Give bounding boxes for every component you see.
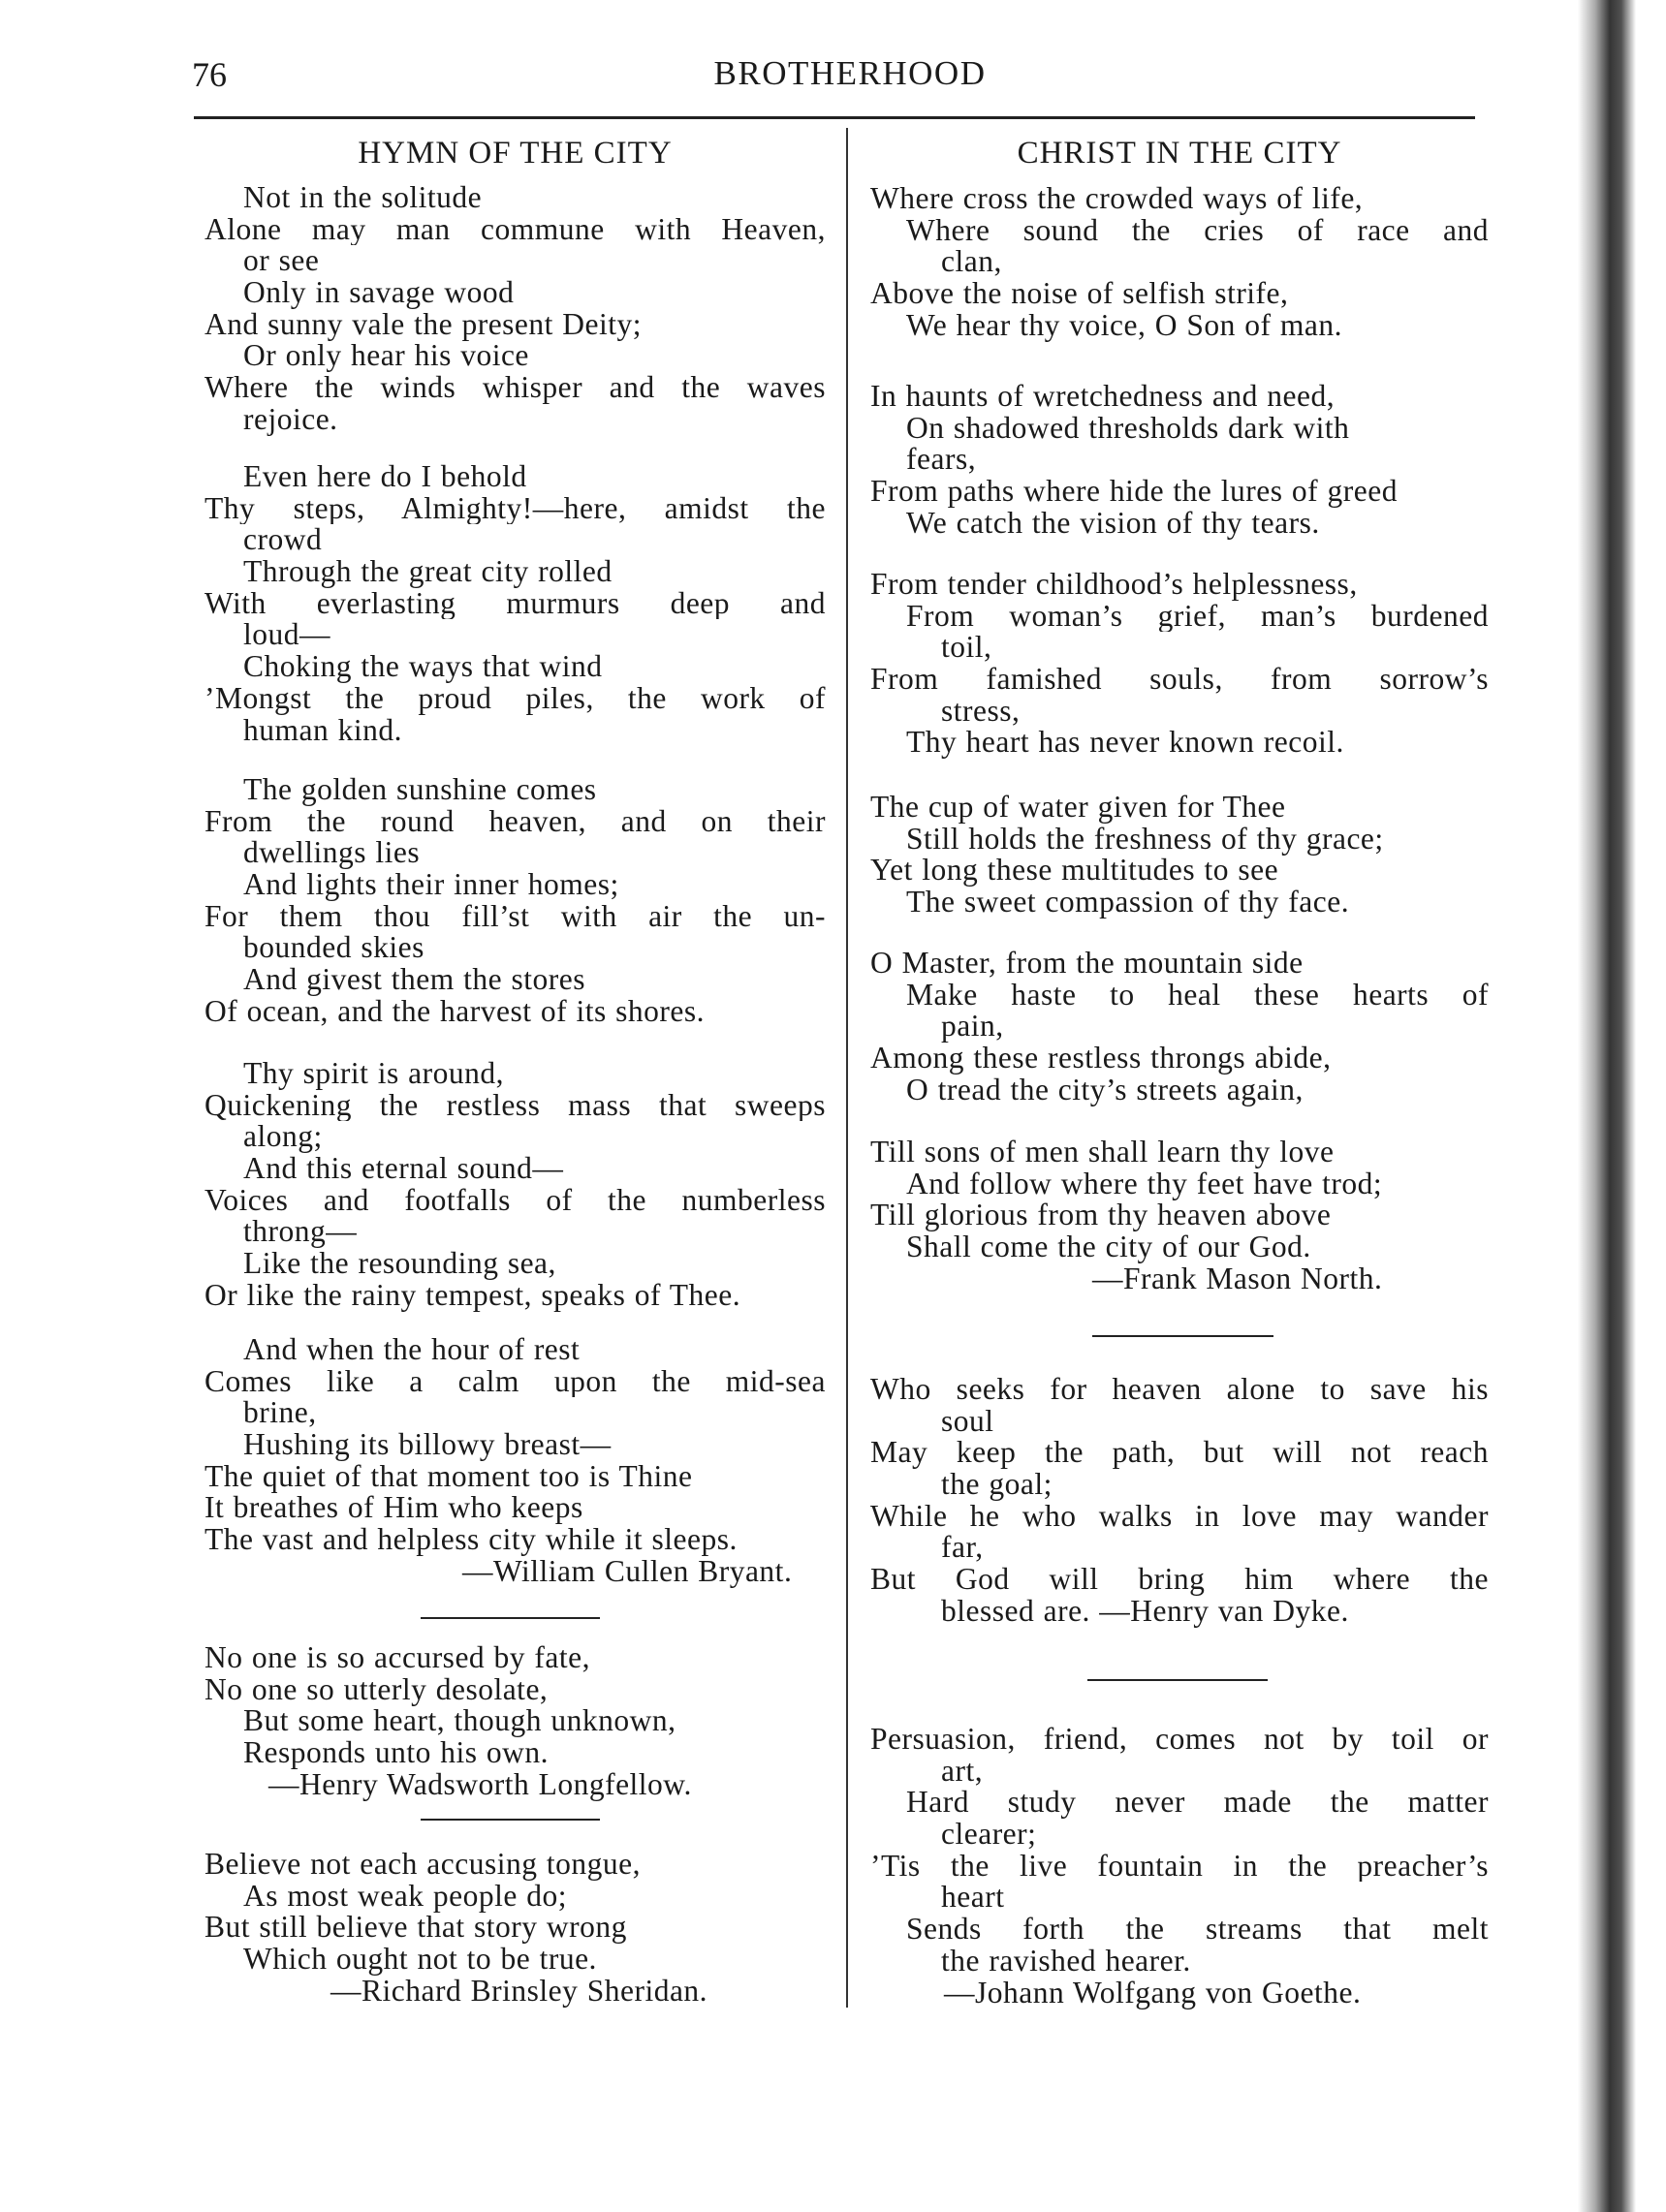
section-separator-rule xyxy=(1087,1679,1268,1681)
verse-line: bounded skies xyxy=(243,930,424,965)
verse-line: Where the winds whisper and the waves xyxy=(204,372,826,404)
verse-line: We hear thy voice, O Son of man. xyxy=(906,307,1342,342)
section-separator-rule xyxy=(421,1617,600,1619)
verse-line: Among these restless throngs abide, xyxy=(870,1041,1332,1075)
poem-title-hymn-of-the-city: HYMN OF THE CITY xyxy=(358,136,673,171)
verse-line: clearer; xyxy=(941,1817,1037,1852)
verse-line: Yet long these multitudes to see xyxy=(870,853,1279,888)
verse-line: Responds unto his own. xyxy=(243,1735,550,1770)
verse-line: As most weak people do; xyxy=(243,1878,567,1913)
verse-line: For them thou fill’st with air the un- xyxy=(204,900,826,933)
verse-line: From paths where hide the lures of greed xyxy=(870,474,1398,509)
poem-attribution: —Frank Mason North. xyxy=(1092,1261,1383,1295)
verse-line: The cup of water given for Thee xyxy=(870,790,1286,824)
verse-line: And when the hour of rest xyxy=(243,1332,581,1366)
verse-line: clan, xyxy=(941,244,1002,279)
stanza xyxy=(204,1849,826,2007)
verse-line: fears, xyxy=(906,442,977,477)
stanza xyxy=(204,1334,826,1588)
verse-line: From tender childhood’s helplessness, xyxy=(870,567,1358,601)
poem-attribution: —Johann Wolfgang von Goethe. xyxy=(944,1975,1362,2009)
verse-line: ’Mongst the proud piles, the work of xyxy=(204,682,826,715)
verse-line: Not in the solitude xyxy=(243,180,483,214)
verse-line: loud— xyxy=(243,617,331,652)
verse-line: On shadowed thresholds dark with xyxy=(906,410,1350,445)
verse-line: Choking the ways that wind xyxy=(243,649,603,684)
verse-line: dwellings lies xyxy=(243,835,421,870)
verse-line: Or only hear his voice xyxy=(243,338,529,373)
verse-line: Till glorious from thy heaven above xyxy=(870,1198,1332,1232)
verse-line: Even here do I behold xyxy=(243,459,527,493)
verse-line: Which ought not to be true. xyxy=(243,1942,597,1977)
verse-line: Quickening the restless mass that sweeps xyxy=(204,1089,826,1122)
verse-line: throng— xyxy=(243,1214,358,1249)
verse-line: Till sons of men shall learn thy love xyxy=(870,1135,1335,1168)
verse-line: The quiet of that moment too is Thine xyxy=(204,1458,693,1493)
verse-line: It breathes of Him who keeps xyxy=(204,1490,583,1525)
verse-line: stress, xyxy=(941,693,1021,728)
verse-line: O tread the city’s streets again, xyxy=(906,1072,1304,1106)
stanza xyxy=(870,948,1489,1106)
verse-line: toil, xyxy=(941,630,992,665)
verse-line: The golden sunshine comes xyxy=(243,772,597,806)
verse-line: Of ocean, and the harvest of its shores. xyxy=(204,993,705,1028)
verse-line: Who seeks for heaven alone to save his xyxy=(870,1374,1489,1406)
stanza xyxy=(870,1374,1489,1628)
page-number: 76 xyxy=(192,55,227,94)
stanza xyxy=(870,183,1489,341)
verse-line: art, xyxy=(941,1753,984,1788)
verse-line: With everlasting murmurs deep and xyxy=(204,587,826,620)
verse-line: And follow where thy feet have trod; xyxy=(906,1166,1383,1200)
verse-line: Thy heart has never known recoil. xyxy=(906,725,1344,760)
stanza xyxy=(204,1058,826,1312)
verse-line: Above the noise of selfish strife, xyxy=(870,276,1289,311)
stanza xyxy=(870,1724,1489,2009)
verse-line: In haunts of wretchedness and need, xyxy=(870,379,1336,413)
verse-line: Persuasion, friend, comes not by toil or xyxy=(870,1724,1489,1756)
verse-line: ’Tis the live fountain in the preacher’s xyxy=(870,1850,1489,1883)
stanza xyxy=(870,1137,1489,1294)
verse-line: But still believe that story wrong xyxy=(204,1910,627,1945)
verse-line: No one is so accursed by fate, xyxy=(204,1640,591,1674)
verse-line: far, xyxy=(941,1530,984,1565)
verse-line: But God will bring him where the xyxy=(870,1564,1489,1596)
verse-line: Thy spirit is around, xyxy=(243,1056,504,1090)
stanza xyxy=(204,1642,826,1800)
section-separator-rule xyxy=(1092,1335,1273,1337)
verse-line: Hard study never made the matter xyxy=(906,1787,1489,1820)
verse-line: soul xyxy=(941,1403,994,1438)
stanza xyxy=(870,381,1489,539)
verse-line: Through the great city rolled xyxy=(243,554,613,589)
stanza xyxy=(204,461,826,746)
verse-line: the goal; xyxy=(941,1467,1053,1502)
stanza xyxy=(204,182,826,436)
verse-line: human kind. xyxy=(243,712,402,747)
verse-line: Only in savage wood xyxy=(243,275,515,310)
verse-line: Still holds the freshness of thy grace; xyxy=(906,821,1384,856)
header-rule xyxy=(194,116,1475,119)
verse-line: O Master, from the mountain side xyxy=(870,946,1304,980)
stanza xyxy=(870,792,1489,919)
verse-line: Believe not each accusing tongue, xyxy=(204,1847,641,1881)
verse-line: heart xyxy=(941,1880,1005,1915)
verse-line: Thy steps, Almighty!—here, amidst the xyxy=(204,492,826,525)
verse-line: or see xyxy=(243,243,320,278)
verse-line: From the round heaven, and on their xyxy=(204,805,826,838)
verse-line: Voices and footfalls of the numberless xyxy=(204,1184,826,1217)
verse-line: the ravished hearer. xyxy=(941,1943,1191,1978)
verse-line: Comes like a calm upon the mid-sea xyxy=(204,1365,826,1398)
verse-line: And lights their inner homes; xyxy=(243,867,619,902)
verse-line: From woman’s grief, man’s burdened xyxy=(906,600,1489,633)
verse-line: And givest them the stores xyxy=(243,962,585,997)
stanza xyxy=(204,774,826,1028)
verse-line: along; xyxy=(243,1119,323,1154)
verse-line: brine, xyxy=(243,1395,317,1430)
poem-attribution: —Henry Wadsworth Longfellow. xyxy=(268,1766,692,1801)
verse-line: pain, xyxy=(941,1009,1004,1044)
poem-title-christ-in-the-city: CHRIST IN THE CITY xyxy=(1017,136,1342,171)
verse-line: Hushing its billowy breast— xyxy=(243,1427,612,1462)
verse-line: But some heart, though unknown, xyxy=(243,1703,676,1738)
verse-line: While he who walks in love may wander xyxy=(870,1500,1489,1533)
scan-page-edge xyxy=(1578,0,1636,2212)
verse-line: Sends forth the streams that melt xyxy=(906,1914,1489,1946)
verse-line: The sweet compassion of thy face. xyxy=(906,885,1350,919)
verse-line: Make haste to heal these hearts of xyxy=(906,979,1489,1012)
verse-line: May keep the path, but will not reach xyxy=(870,1437,1489,1470)
verse-line: Shall come the city of our God. xyxy=(906,1230,1311,1264)
poem-attribution: —Richard Brinsley Sheridan. xyxy=(330,1973,708,2008)
verse-line: And this eternal sound— xyxy=(243,1151,564,1186)
column-divider xyxy=(846,128,848,2008)
section-separator-rule xyxy=(421,1819,600,1821)
verse-line: Like the resounding sea, xyxy=(243,1246,556,1281)
verse-line: Where sound the cries of race and xyxy=(906,214,1489,247)
verse-line: Where cross the crowded ways of life, xyxy=(870,181,1364,215)
stanza xyxy=(870,569,1489,759)
running-title: BROTHERHOOD xyxy=(713,54,987,92)
verse-line: blessed are. —Henry van Dyke. xyxy=(941,1593,1349,1628)
verse-line: Or like the rainy tempest, speaks of Thee. xyxy=(204,1277,741,1312)
verse-line: rejoice. xyxy=(243,401,338,436)
verse-line: From famished souls, from sorrow’s xyxy=(870,664,1489,696)
poem-attribution: —William Cullen Bryant. xyxy=(462,1553,793,1588)
verse-line: crowd xyxy=(243,522,323,557)
verse-line: The vast and helpless city while it sleeps. xyxy=(204,1522,738,1557)
verse-line: We catch the vision of thy tears. xyxy=(906,505,1320,540)
verse-line: And sunny vale the present Deity; xyxy=(204,306,643,341)
verse-line: No one so utterly desolate, xyxy=(204,1671,549,1706)
verse-line: Alone may man commune with Heaven, xyxy=(204,213,826,246)
